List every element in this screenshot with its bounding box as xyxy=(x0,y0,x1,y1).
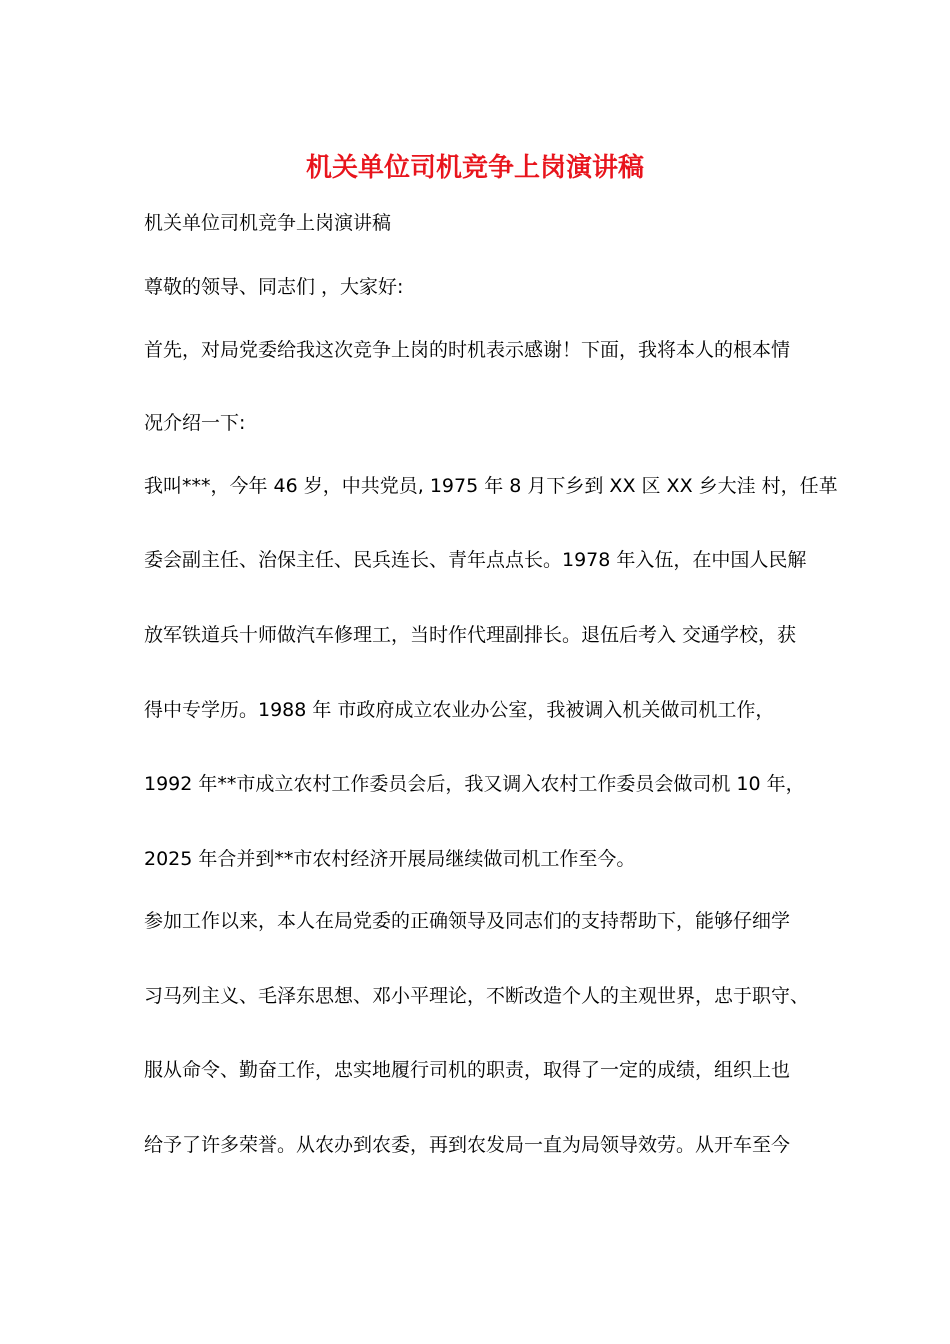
paragraph-line: 给予了许多荣誉。从农办到农委，再到农发局一直为局领导效劳。从开车至今 xyxy=(144,1134,791,1156)
paragraph-line: 我叫***，今年 46 岁，中共党员, 1975 年 8 月下乡到 XX 区 XX 乡大洼 村，任革 xyxy=(144,475,838,497)
paragraph-line: 服从命令、勤奋工作，忠实地履行司机的职责，取得了一定的成绩，组织上也 xyxy=(144,1059,791,1081)
paragraph-line: 参加工作以来，本人在局党委的正确领导及同志们的支持帮助下，能够仔细学 xyxy=(144,910,791,932)
paragraph-line: 习马列主义、毛泽东思想、邓小平理论，不断改造个人的主观世界，忠于职守、 xyxy=(144,985,810,1007)
paragraph-line: 放军铁道兵十师做汽车修理工，当时作代理副排长。退伍后考入 交通学校，获 xyxy=(144,624,797,646)
paragraph-line: 2025 年合并到**市农村经济开展局继续做司机工作至今。 xyxy=(144,848,636,870)
paragraph-line: 首先，对局党委给我这次竞争上岗的时机表示感谢！下面，我将本人的根本情 xyxy=(144,339,791,361)
document-subtitle-line: 机关单位司机竞争上岗演讲稿 xyxy=(144,212,392,234)
salutation-line: 尊敬的领导、同志们 ，大家好: xyxy=(144,276,404,298)
paragraph-line: 得中专学历。1988 年 市政府成立农业办公室，我被调入机关做司机工作， xyxy=(144,699,775,721)
paragraph-line: 委会副主任、治保主任、民兵连长、青年点点长。1978 年入伍，在中国人民解 xyxy=(144,549,807,571)
document-title: 机关单位司机竞争上岗演讲稿 xyxy=(305,153,644,183)
paragraph-line: 1992 年**市成立农村工作委员会后，我又调入农村工作委员会做司机 10 年， xyxy=(144,773,805,795)
paragraph-line: 况介绍一下: xyxy=(144,412,246,434)
